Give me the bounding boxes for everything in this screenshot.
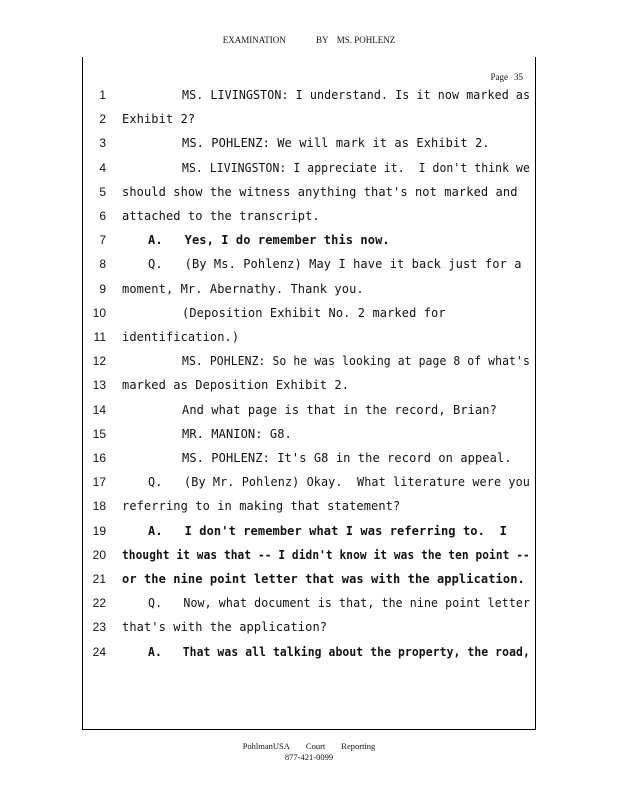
page-header	[0, 35, 618, 45]
line-number: 15	[92, 426, 106, 441]
line-number: 3	[99, 136, 106, 151]
line-number: 16	[92, 451, 106, 465]
transcript-line	[0, 569, 618, 593]
header-by: BY	[315, 35, 329, 45]
line-number: 20	[92, 547, 106, 562]
page-number-value: 35	[514, 72, 523, 82]
footer-court: Court	[305, 741, 326, 751]
line-number: 2	[99, 112, 106, 127]
line-text: (Deposition Exhibit No. 2 marked for	[182, 305, 446, 320]
header-examination: EXAMINATION	[222, 35, 286, 45]
transcript-line	[0, 254, 618, 278]
line-number: 23	[92, 620, 106, 635]
line-number: 18	[92, 499, 106, 514]
transcript-line	[0, 400, 618, 424]
line-number: 21	[92, 572, 106, 586]
line-text: MS. POHLENZ: We will mark it as Exhibit 2.	[182, 136, 490, 151]
line-number: 7	[99, 233, 106, 248]
line-text: MR. MANION: G8.	[182, 426, 292, 441]
line-number: 13	[92, 378, 106, 393]
line-number: 17	[92, 475, 106, 490]
transcript-line	[0, 303, 618, 327]
line-number: 9	[99, 281, 106, 296]
line-text: marked as Deposition Exhibit 2.	[122, 378, 350, 393]
line-text: Q. Now, what document is that, the nine point letter	[148, 596, 531, 611]
transcript-line	[0, 158, 618, 182]
transcript-line	[0, 642, 618, 666]
footer-company-name: PohlmanUSA	[242, 741, 290, 751]
line-text: A. That was all talking about the property, the road,	[148, 644, 530, 659]
footer-phone: 877-421-0099	[284, 752, 334, 762]
footer-reporting: Reporting	[341, 741, 376, 751]
transcript-line	[0, 472, 618, 496]
transcript-line	[0, 230, 618, 254]
line-text: should show the witness anything that's not marked and	[122, 184, 518, 199]
transcript-line	[0, 206, 618, 230]
line-text: Q. (By Ms. Pohlenz) May I have it back just for a	[148, 257, 522, 272]
transcript-line	[0, 85, 618, 109]
line-number: 6	[99, 209, 106, 223]
transcript-line	[0, 327, 618, 351]
line-text: A. I don't remember what I was referring to. I	[148, 523, 507, 538]
line-text: Exhibit 2?	[122, 112, 196, 127]
line-text: referring to in making that statement?	[122, 499, 401, 514]
line-number: 1	[99, 88, 106, 102]
line-number: 12	[92, 354, 106, 369]
page-number	[491, 72, 524, 82]
transcript-line	[0, 133, 618, 157]
transcript-line	[0, 375, 618, 399]
line-number: 4	[99, 160, 106, 175]
transcript-line	[0, 424, 618, 448]
line-text: Q. (By Mr. Pohlenz) Okay. What literature were you	[148, 475, 531, 490]
transcript-line	[0, 448, 618, 472]
page-footer	[0, 741, 618, 763]
line-text: And what page is that in the record, Brian?	[182, 402, 497, 417]
line-number: 5	[99, 184, 106, 199]
line-number: 19	[92, 523, 106, 538]
line-text: that's with the application?	[122, 620, 328, 635]
line-number: 10	[92, 305, 106, 320]
transcript-line	[0, 593, 618, 617]
transcript-line	[0, 279, 618, 303]
line-number: 8	[99, 257, 106, 272]
line-text: MS. POHLENZ: So he was looking at page 8 of what's	[182, 354, 530, 369]
line-text: identification.)	[122, 330, 240, 344]
transcript-line	[0, 109, 618, 133]
line-text: MS. LIVINGSTON: I appreciate it. I don't think we	[182, 160, 530, 175]
line-text: A. Yes, I do remember this now.	[148, 233, 390, 248]
transcript-line	[0, 496, 618, 520]
transcript-line	[0, 545, 618, 569]
line-number: 22	[92, 596, 106, 611]
transcript-line	[0, 351, 618, 375]
line-text: or the nine point letter that was with the application.	[122, 572, 525, 586]
line-text: thought it was that -- I didn't know it was the ten point --	[122, 547, 530, 562]
transcript-line	[0, 182, 618, 206]
line-text: attached to the transcript.	[122, 209, 320, 223]
transcript-line	[0, 521, 618, 545]
line-number: 14	[92, 402, 106, 417]
page-label: Page	[490, 72, 508, 82]
line-number: 24	[92, 644, 106, 659]
transcript-line	[0, 617, 618, 641]
line-number: 11	[93, 330, 106, 344]
header-examiner: MS. POHLENZ	[336, 35, 396, 45]
line-text: MS. POHLENZ: It's G8 in the record on appeal.	[182, 451, 512, 465]
line-text: MS. LIVINGSTON: I understand. Is it now marked as	[182, 88, 531, 102]
line-text: moment, Mr. Abernathy. Thank you.	[122, 281, 364, 296]
